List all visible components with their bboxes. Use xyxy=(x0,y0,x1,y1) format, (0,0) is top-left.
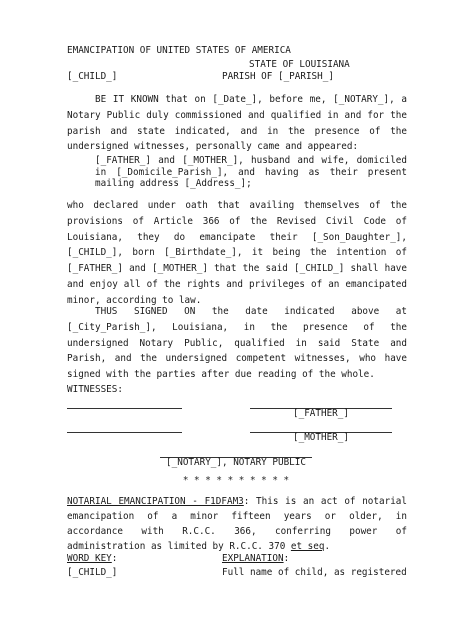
be-it-known-paragraph: BE IT KNOWN that on [_Date_], before me, [_NOTARY_], a Notary Public duly commissioned and qualified in and for the parish and state indicated, and in the presence of the undersigned witnesses, personally came and appeared: xyxy=(67,94,407,153)
document-title: EMANCIPATION OF UNITED STATES OF AMERICA xyxy=(67,45,291,56)
notarial-note-heading: NOTARIAL EMANCIPATION - F1DFAM3 xyxy=(67,496,244,507)
father-signature-label: [_FATHER_] xyxy=(293,408,349,419)
word-key-header-cell xyxy=(67,553,117,564)
explanation-header: EXPLANATION xyxy=(222,553,284,564)
notarial-note-period: . xyxy=(324,541,331,552)
word-key-colon: : xyxy=(111,553,118,564)
declaration-paragraph: who declared under oath that availing themselves of the provisions of Article 366 of the Revised Civil Code of Louisiana, they do emancipate their [_Son_Daughter_], [_CHILD_], born [_Birthdate_], it being the intention of [_FATHER_] and [_MOTHER_] that the said [_CHILD_] shall have and enjoy all of the rights and privileges of an emancipated minor, according to law. xyxy=(67,200,407,306)
et-seq-text: et seq xyxy=(290,541,325,552)
state-label: STATE OF LOUISIANA xyxy=(249,59,350,70)
parties-paragraph: [_FATHER_] and [_MOTHER_], husband and wife, domiciled in [_Domicile_Parish_], and having as their present mailing address [_Address_]; xyxy=(95,155,407,189)
witnesses-label: WITNESSES: xyxy=(67,384,123,395)
explanation-header-cell xyxy=(222,553,289,564)
witness-2-signature-line xyxy=(67,432,182,433)
notarial-note-text: : This is an act of notarial emancipation of a minor fifteen years or older, in accordance with R.C.C. 366, conferring power of administration as limited by R.C.C. 370 xyxy=(67,496,407,552)
explanation-colon: : xyxy=(283,553,290,564)
key-row-child-explanation: Full name of child, as registered xyxy=(222,567,407,578)
notarial-note-paragraph xyxy=(67,494,407,554)
separator-stars: * * * * * * * * * * xyxy=(182,475,290,486)
thus-signed-paragraph: THUS SIGNED ON the date indicated above at [_City_Parish_], Louisiana, in the presence of the undersigned Notary Public, qualified in said State and Parish, and the undersigned competent witnesses, who have signed with the parties after due reading of the whole. xyxy=(67,306,407,381)
key-row-child-key: [_CHILD_] xyxy=(67,567,118,578)
parish-label: PARISH OF [_PARISH_] xyxy=(222,71,334,82)
child-field: [_CHILD_] xyxy=(67,71,118,82)
notary-signature-label: [_NOTARY_], NOTARY PUBLIC xyxy=(166,457,306,468)
word-key-header: WORD KEY xyxy=(67,553,112,564)
witness-1-signature-line xyxy=(67,408,182,409)
mother-signature-label: [_MOTHER_] xyxy=(293,432,349,443)
